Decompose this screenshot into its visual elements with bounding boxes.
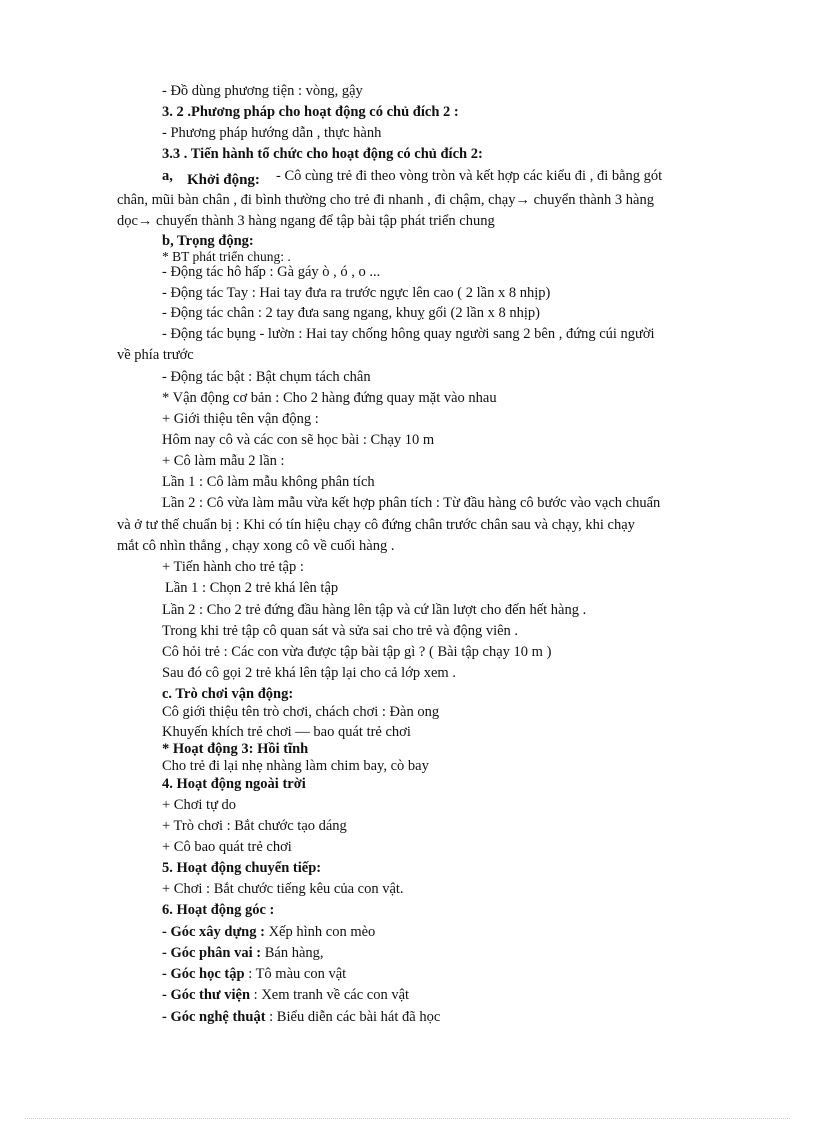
text-line: * Vận động cơ bản : Cho 2 hàng đứng quay mặt vào nhau xyxy=(162,390,497,406)
text-line: Khuyến khích trẻ chơi — bao quát trẻ chơi xyxy=(162,724,411,740)
text-line: + Trò chơi : Bắt chước tạo dáng xyxy=(162,818,347,834)
text-line: Cho trẻ đi lại nhẹ nhàng làm chim bay, cò bay xyxy=(162,758,429,774)
corner-text: : Tô màu con vật xyxy=(244,966,347,982)
subheading: Khởi động: xyxy=(187,172,260,188)
corner-text: : Biểu diễn các bài hát đã học xyxy=(265,1009,441,1025)
corner-label: - Góc nghệ thuật xyxy=(162,1009,266,1025)
text-line: Cô giới thiệu tên trò chơi, chách chơi : Đàn ong xyxy=(162,704,440,720)
text-line: Lần 1 : Chọn 2 trẻ khá lên tập xyxy=(165,580,339,596)
subheading: c. Trò chơi vận động: xyxy=(162,686,294,702)
corner-item xyxy=(162,945,324,962)
corner-text: Bán hàng, xyxy=(261,945,324,961)
item-label: a, xyxy=(162,168,173,184)
corner-item xyxy=(162,987,409,1004)
corner-text: : Xem tranh về các con vật xyxy=(250,987,410,1003)
text-line: Cô hỏi trẻ : Các con vừa được tập bài tập gì ? ( Bài tập chạy 10 m ) xyxy=(162,644,552,660)
text-line: - Động tác bụng - lườn : Hai tay chống hông quay người sang 2 bên , đứng cúi người xyxy=(162,326,655,342)
text-line: + Chơi tự do xyxy=(162,797,237,813)
corner-label: - Góc phân vai : xyxy=(162,945,262,961)
text-line: dọc→ chuyển thành 3 hàng ngang để tập bài tập phát triển chung xyxy=(117,213,495,229)
text-line: + Giới thiệu tên vận động : xyxy=(162,411,319,427)
text-line: Trong khi trẻ tập cô quan sát và sửa sai cho trẻ và động viên . xyxy=(162,623,519,639)
section-heading: 6. Hoạt động góc : xyxy=(162,902,275,918)
text-line: - Động tác chân : 2 tay đưa sang ngang, khuỵ gối (2 lần x 8 nhịp) xyxy=(162,305,540,321)
corner-item xyxy=(162,966,346,983)
section-heading: 3.3 . Tiến hành tổ chức cho hoạt động có chủ đích 2: xyxy=(162,146,483,162)
text-line: Lần 2 : Cô vừa làm mẫu vừa kết hợp phân tích : Từ đầu hàng cô bước vào vạch chuẩn xyxy=(162,495,661,511)
text-line: - Đồ dùng phương tiện : vòng, gậy xyxy=(162,83,363,99)
corner-text: Xếp hình con mèo xyxy=(264,924,376,940)
text-line: - Phương pháp hướng dẫn , thực hành xyxy=(162,125,382,141)
text-line: - Động tác Tay : Hai tay đưa ra trước ngực lên cao ( 2 lần x 8 nhịp) xyxy=(162,285,551,301)
section-heading: 3. 2 .Phương pháp cho hoạt động có chủ đích 2 : xyxy=(162,104,459,120)
text-line: về phía trước xyxy=(117,347,194,363)
text-line: - Động tác bật : Bật chụm tách chân xyxy=(162,369,371,385)
corner-label: - Góc học tập xyxy=(162,966,245,982)
text-line: Hôm nay cô và các con sẽ học bài : Chạy 10 m xyxy=(162,432,435,448)
text-line: và ở tư thế chuẩn bị : Khi có tín hiệu chạy cô đứng chân trước chân sau và chạy, khi chạy xyxy=(117,517,635,533)
text-line: + Tiến hành cho trẻ tập : xyxy=(162,559,304,575)
text-line: Lần 1 : Cô làm mẫu không phân tích xyxy=(162,474,375,490)
corner-item xyxy=(162,924,375,941)
text-line: - Động tác hô hấp : Gà gáy ò , ó , o ... xyxy=(162,264,381,280)
corner-item xyxy=(162,1009,440,1026)
corner-label: - Góc xây dựng : xyxy=(162,924,265,940)
text-line: mắt cô nhìn thẳng , chạy xong cô về cuối hàng . xyxy=(117,538,395,554)
text-line: * BT phát triển chung: . xyxy=(162,249,291,264)
text-line: - Cô cùng trẻ đi theo vòng tròn và kết hợp các kiểu đi , đi bằng gót xyxy=(276,168,663,184)
text-line: Sau đó cô gọi 2 trẻ khá lên tập lại cho cả lớp xem . xyxy=(162,665,456,681)
text-line: Lần 2 : Cho 2 trẻ đứng đầu hàng lên tập và cứ lần lượt cho đến hết hàng . xyxy=(162,602,587,618)
text-line: + Cô làm mẫu 2 lần : xyxy=(162,453,285,469)
section-heading: 5. Hoạt động chuyển tiếp: xyxy=(162,860,322,876)
subheading: b, Trọng động: xyxy=(162,233,254,249)
corner-label: - Góc thư viện xyxy=(162,987,251,1003)
section-heading: 4. Hoạt động ngoài trời xyxy=(162,776,306,792)
text-line: + Cô bao quát trẻ chơi xyxy=(162,839,292,855)
text-line: chân, mũi bàn chân , đi bình thường cho trẻ đi nhanh , đi chậm, chạy→ chuyển thành 3 hàng xyxy=(117,192,654,208)
page-bottom-divider xyxy=(25,1118,790,1119)
subheading: * Hoạt động 3: Hồi tĩnh xyxy=(162,741,309,757)
text-line: + Chơi : Bắt chước tiếng kêu của con vật. xyxy=(162,881,404,897)
